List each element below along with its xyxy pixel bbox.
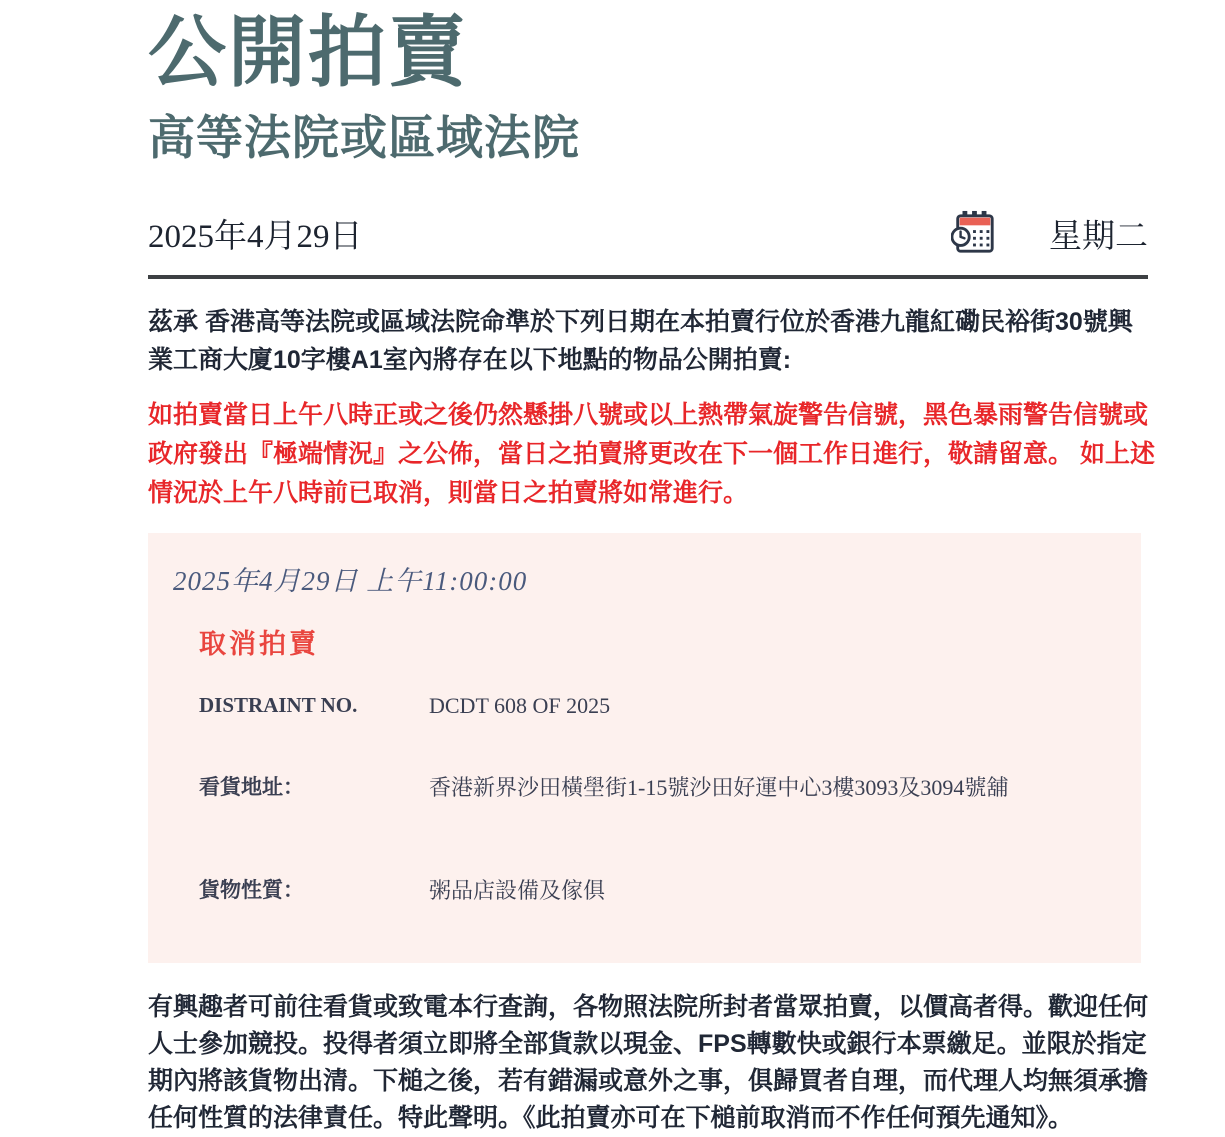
date-bar-right (951, 210, 1148, 257)
detail-value: 香港新界沙田橫壆街1-15號沙田好運中心3樓3093及3094號舖 (429, 774, 1009, 800)
auction-details (173, 693, 1101, 905)
page-subtitle: 高等法院或區域法院 (148, 112, 580, 165)
calendar-clock-icon (951, 210, 997, 256)
detail-label: 看貨地址： (199, 774, 304, 799)
detail-label: 貨物性質： (199, 877, 304, 902)
detail-row-goods-nature (173, 874, 1101, 905)
detail-row-distraint-no (173, 693, 1101, 719)
footer-notice-paragraph: 有興趣者可前往看貨或致電本行查詢，各物照法院所封者當眾拍賣，以價高者得。歡迎任何人士參加競投。投得者須立即將全部貨款以現金、FPS轉數快或銀行本票繳足。並限於指定期內將該貨物出清。下槌之後，若有錯漏或意外之事，俱歸買者自理，而代理人均無須承擔任何性質的法律責任。特此聲明。《此拍賣亦可在下槌前取消而不作任何預先通知》。 (148, 992, 1149, 1132)
notice-weekday: 星期二 (1049, 218, 1148, 255)
intro-paragraph: 茲承 香港高等法院或區域法院命準於下列日期在本拍賣行位於香港九龍紅磡民裕街30號興 業工商大廈10字樓A1室內將存在以下地點的物品公開拍賣: (148, 307, 1133, 374)
auction-lot-panel (148, 533, 1141, 963)
date-bar (148, 210, 1148, 257)
auction-datetime: 2025年4月29日 上午11:00:00 (173, 565, 528, 596)
weather-warning-paragraph: 如拍賣當日上午八時正或之後仍然懸掛八號或以上熱帶氣旋警告信號，黑色暴雨警告信號或政府發出『極端情況』之公佈，當日之拍賣將更改在下一個工作日進行，敬請留意。 如上述情況於上午八時前已取消，則當日之拍賣將如常進行。 (148, 400, 1155, 507)
header-divider (148, 275, 1148, 279)
notice-date: 2025年4月29日 (148, 218, 363, 255)
detail-value: 粥品店設備及傢俱 (429, 877, 606, 903)
page-title: 公開拍賣 (148, 9, 469, 96)
detail-row-viewing-address (173, 771, 1101, 802)
detail-value: DCDT 608 OF 2025 (429, 692, 611, 718)
detail-label: DISTRAINT NO. (199, 692, 358, 717)
auction-status-cancelled: 取消拍賣 (199, 628, 319, 659)
